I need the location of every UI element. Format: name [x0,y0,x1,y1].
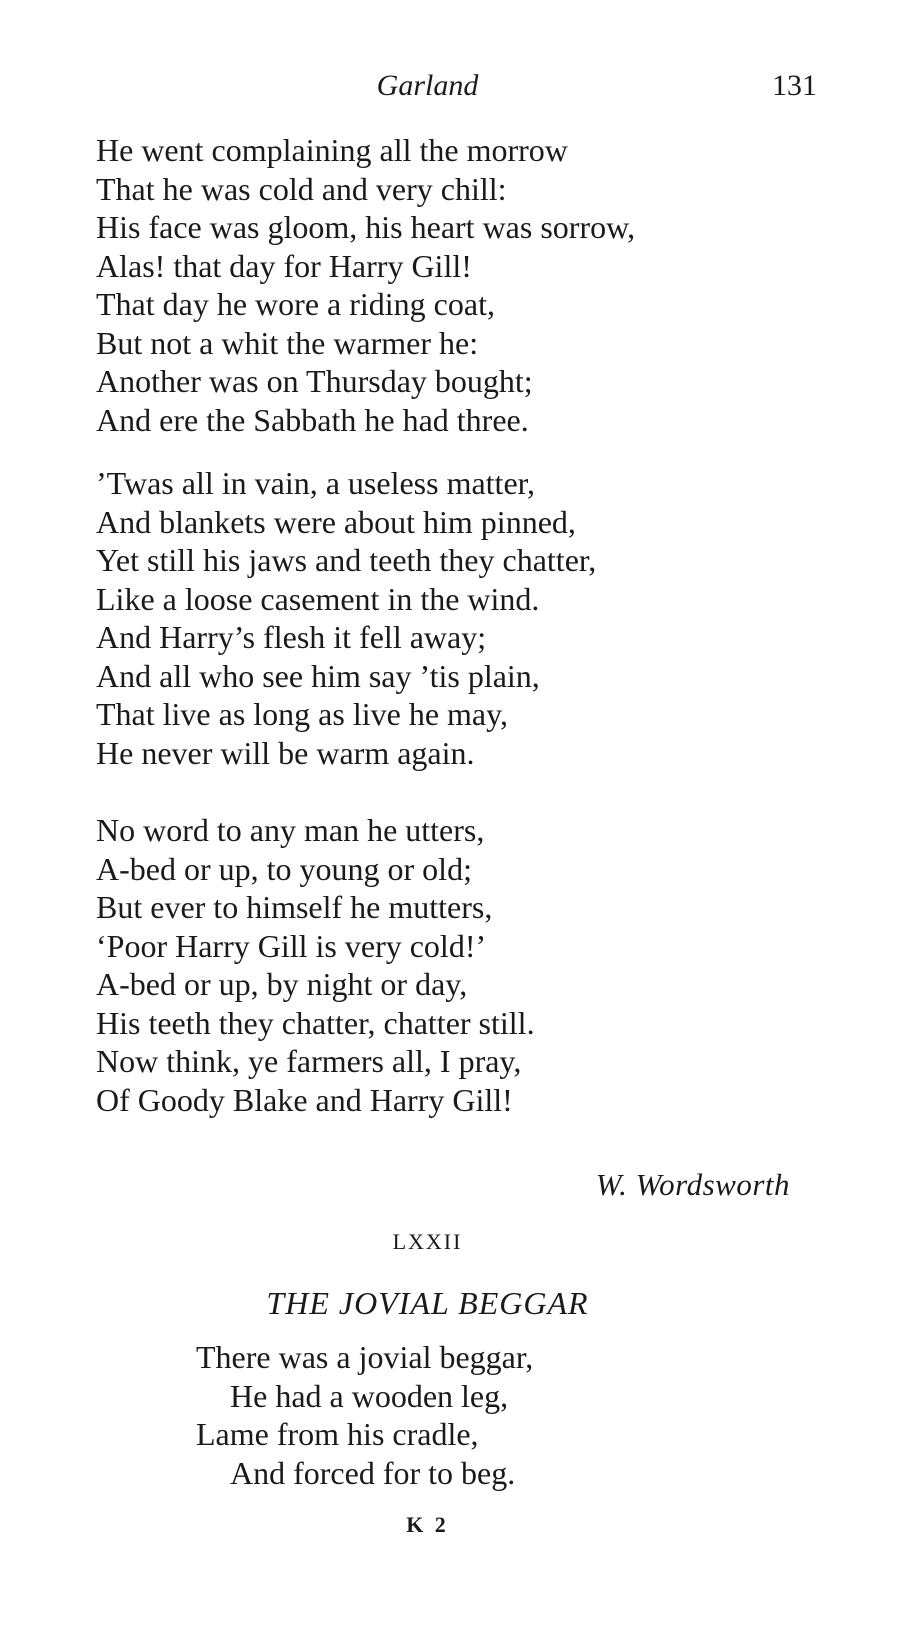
poem-number: LXXII [392,1229,463,1254]
poem-title: THE JOVIAL BEGGAR [266,1285,589,1321]
verse-line: He never will be warm again. [96,734,475,771]
verse-line: No word to any man he utters, [96,812,485,848]
stanza-1 [96,131,635,439]
verse-line: His face was gloom, his heart was sorrow, [96,209,636,245]
verse-line: He went complaining all the morrow [96,132,568,168]
verse-line: And ere the Sabbath he had three. [96,401,529,438]
verse-line: ‘Poor Harry Gill is very cold!’ [96,927,487,964]
verse-line: ’Twas all in vain, a useless matter, [96,465,536,501]
running-title: Garland [376,69,479,102]
stanza-jovial-beggar [196,1338,533,1492]
verse-line: Like a loose casement in the wind. [96,580,540,617]
verse-line: Another was on Thursday bought; [96,363,533,399]
verse-line: Of Goody Blake and Harry Gill! [96,1081,513,1118]
stanza-2 [96,464,596,772]
verse-line: There was a jovial beggar, [196,1339,534,1375]
verse-line: His teeth they chatter, chatter still. [96,1004,535,1041]
verse-line: That he was cold and very chill: [96,170,507,207]
verse-line: Alas! that day for Harry Gill! [96,247,472,284]
verse-line: A-bed or up, to young or old; [96,850,472,887]
verse-line: Lame from his cradle, [196,1416,479,1452]
verse-line: And all who see him say ’tis plain, [96,657,540,694]
signature-mark: K 2 [406,1512,449,1537]
verse-line: But not a whit the warmer he: [96,324,479,361]
verse-line: That day he wore a riding coat, [96,286,495,322]
verse-line: A-bed or up, by night or day, [96,966,468,1002]
page-number: 131 [772,69,817,102]
verse-line: Yet still his jaws and teeth they chatter, [96,542,597,578]
running-head [0,66,913,106]
verse-line: But ever to himself he mutters, [96,889,493,925]
verse-line: He had a wooden leg, [230,1377,509,1414]
poem-attribution: W. Wordsworth [595,1167,790,1202]
verse-line: Now think, ye farmers all, I pray, [96,1043,522,1079]
verse-line: And forced for to beg. [230,1454,516,1491]
stanza-3 [96,811,535,1119]
verse-line: And blankets were about him pinned, [96,503,576,540]
verse-line: And Harry’s flesh it fell away; [96,619,487,655]
verse-line: That live as long as live he may, [96,696,509,732]
